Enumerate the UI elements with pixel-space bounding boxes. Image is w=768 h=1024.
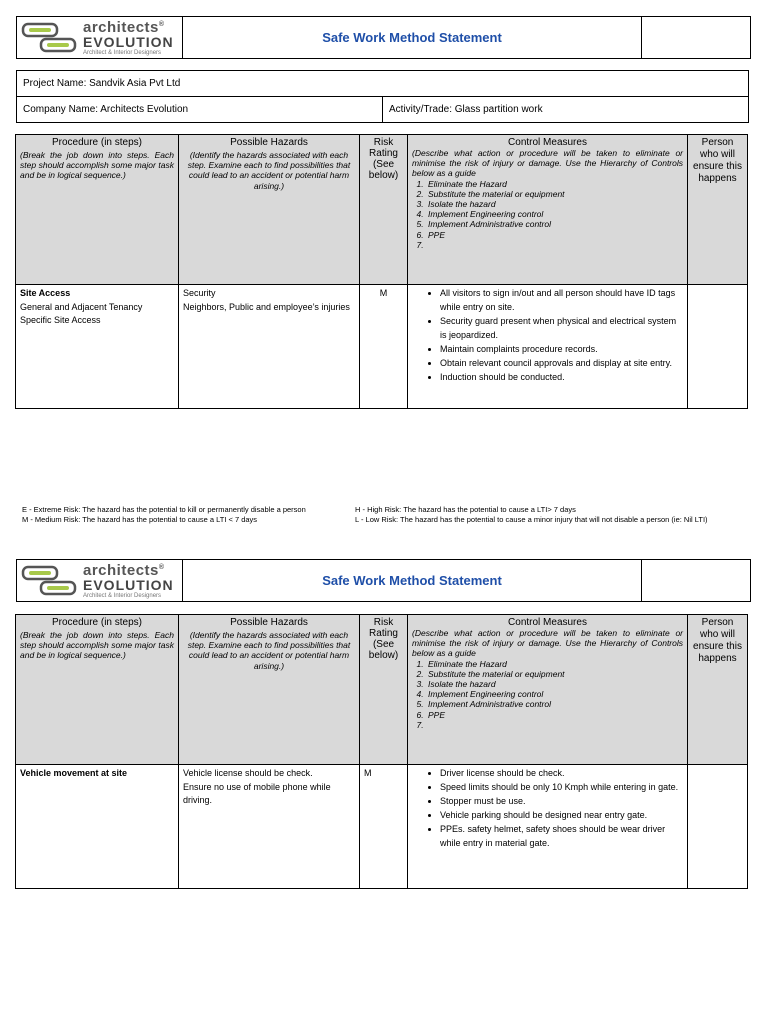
procedure-step-title: Vehicle movement at site <box>20 768 128 778</box>
table-row <box>16 765 748 889</box>
control-measures-list <box>412 287 683 385</box>
guide-item: 1. Eliminate the Hazard <box>426 659 683 669</box>
logo-line2: EVOLUTION <box>83 576 174 593</box>
hazard-line: Ensure no use of mobile phone while driving. <box>183 781 331 805</box>
control-measure: • Induction should be conducted. <box>440 371 683 385</box>
company-name: Company Name: Architects Evolution <box>17 97 383 123</box>
logo-registered: ® <box>158 20 165 28</box>
procedure-table-1 <box>15 134 748 409</box>
column-header-row <box>16 615 748 765</box>
guide-item <box>426 240 683 250</box>
control-col-title: Control Measures <box>508 617 587 628</box>
legend-low: L - Low Risk: The hazard has the potential to cause a minor injury that will not disable a person (ie: Nil LTI) <box>355 515 708 525</box>
header-blank-cell <box>642 560 751 602</box>
control-measure: • All visitors to sign in/out and all person should have ID tags while entry on site. <box>440 287 683 315</box>
company-logo <box>21 563 178 599</box>
control-measures-list <box>412 767 683 851</box>
guide-item: 4. Implement Engineering control <box>426 209 683 219</box>
guide-item: 5. Implement Administrative control <box>426 699 683 709</box>
legend-extreme: E - Extreme Risk: The hazard has the potential to kill or permanently disable a person <box>22 505 306 514</box>
document-title: Safe Work Method Statement <box>183 560 642 602</box>
guide-item: 2. Substitute the material or equipment <box>426 669 683 679</box>
responsible-person <box>688 285 748 409</box>
control-measure: • Security guard present when physical and electrical system is jeopardized. <box>440 315 683 343</box>
header-blank-cell <box>642 17 751 59</box>
guide-item: 6. PPE <box>426 710 683 720</box>
hazards-col-note: (Identify the hazards associated with each step. Examine each to find possibilities that could lead to an accident or potential harm arising.) <box>187 630 351 671</box>
project-name: Project Name: Sandvik Asia Pvt Ltd <box>17 71 749 97</box>
hierarchy-of-controls-list <box>412 659 683 730</box>
risk-col-title: Risk Rating (See below) <box>368 137 399 181</box>
guide-item: 3. Isolate the hazard <box>426 679 683 689</box>
header-table-2 <box>16 559 751 602</box>
control-col-note: (Describe what action or procedure will be taken to eliminate or minimise the risk of injury or damage. Use the Hierarchy of Controls below as a guide <box>412 148 683 179</box>
guide-item <box>426 720 683 730</box>
logo-mark-icon <box>21 21 79 55</box>
logo-tagline: Architect & Interior Designers <box>83 592 162 599</box>
guide-item: 1. Eliminate the Hazard <box>426 179 683 189</box>
hazard-line: Neighbors, Public and employee’s injuries <box>183 301 350 312</box>
control-col-note: (Describe what action or procedure will be taken to eliminate or minimise the risk of injury or damage. Use the Hierarchy of Controls below as a guide <box>412 628 683 659</box>
hazards-col-note: (Identify the hazards associated with each step. Examine each to find possibilities that could lead to an accident or potential harm arising.) <box>187 150 351 191</box>
control-col-title: Control Measures <box>508 137 587 148</box>
risk-rating: M <box>360 285 408 409</box>
risk-legend-right <box>355 505 755 525</box>
control-measure: • Stopper must be use. <box>440 795 683 809</box>
project-info-table <box>16 70 749 123</box>
procedure-col-note: (Break the job down into steps. Each step should accomplish some major task and be in logical sequence.) <box>20 630 174 661</box>
logo-line2: EVOLUTION <box>83 33 174 50</box>
header-table-1 <box>16 16 751 59</box>
guide-item: 5. Implement Administrative control <box>426 219 683 229</box>
procedure-col-title: Procedure (in steps) <box>51 617 143 628</box>
risk-rating: M <box>360 765 408 889</box>
procedure-table-2 <box>15 614 748 889</box>
hazards-col-title: Possible Hazards <box>230 137 308 148</box>
procedure-step-title: Site Access <box>20 288 71 298</box>
procedure-col-title: Procedure (in steps) <box>51 137 143 148</box>
table-row <box>16 285 748 409</box>
guide-item: 2. Substitute the material or equipment <box>426 189 683 199</box>
hazards-col-title: Possible Hazards <box>230 617 308 628</box>
hazard-line: Vehicle license should be check. <box>183 768 313 778</box>
guide-item: 3. Isolate the hazard <box>426 199 683 209</box>
control-measure: • PPEs. safety helmet, safety shoes should be wear driver while entry in material gate. <box>440 823 683 851</box>
legend-medium: M - Medium Risk: The hazard has the potential to cause a LTI < 7 days <box>22 515 258 525</box>
logo-tagline: Architect & Interior Designers <box>83 49 162 56</box>
control-measure: • Obtain relevant council approvals and display at site entry. <box>440 357 683 371</box>
procedure-line: Specific Site Access <box>20 315 101 325</box>
person-col-title: Person who will ensure this happens <box>693 137 742 184</box>
guide-item: 6. PPE <box>426 230 683 240</box>
person-col-title: Person who will ensure this happens <box>693 617 742 664</box>
logo-line1: architects <box>83 561 159 579</box>
activity-trade: Activity/Trade: Glass partition work <box>383 97 749 123</box>
control-measure: • Driver license should be check. <box>440 767 683 781</box>
risk-col-title: Risk Rating (See below) <box>368 617 399 661</box>
logo-cell <box>17 560 183 602</box>
hierarchy-of-controls-list <box>412 179 683 250</box>
risk-legend <box>22 505 352 525</box>
legend-high: H - High Risk: The hazard has the potential to cause a LTI> 7 days <box>355 505 576 514</box>
procedure-line: General and Adjacent Tenancy <box>20 301 143 312</box>
logo-registered: ® <box>158 563 165 571</box>
logo-line1: architects <box>83 18 159 36</box>
column-header-row <box>16 135 748 285</box>
control-measure: • Maintain complaints procedure records. <box>440 343 683 357</box>
company-logo <box>21 20 178 56</box>
guide-item: 4. Implement Engineering control <box>426 689 683 699</box>
hazard-line: Security <box>183 288 216 298</box>
procedure-col-note: (Break the job down into steps. Each step should accomplish some major task and be in logical sequence.) <box>20 150 174 181</box>
document-title: Safe Work Method Statement <box>183 17 642 59</box>
control-measure: • Speed limits should be only 10 Kmph while entering in gate. <box>440 781 683 795</box>
logo-mark-icon <box>21 564 79 598</box>
logo-cell <box>17 17 183 59</box>
responsible-person <box>688 765 748 889</box>
control-measure: • Vehicle parking should be designed near entry gate. <box>440 809 683 823</box>
